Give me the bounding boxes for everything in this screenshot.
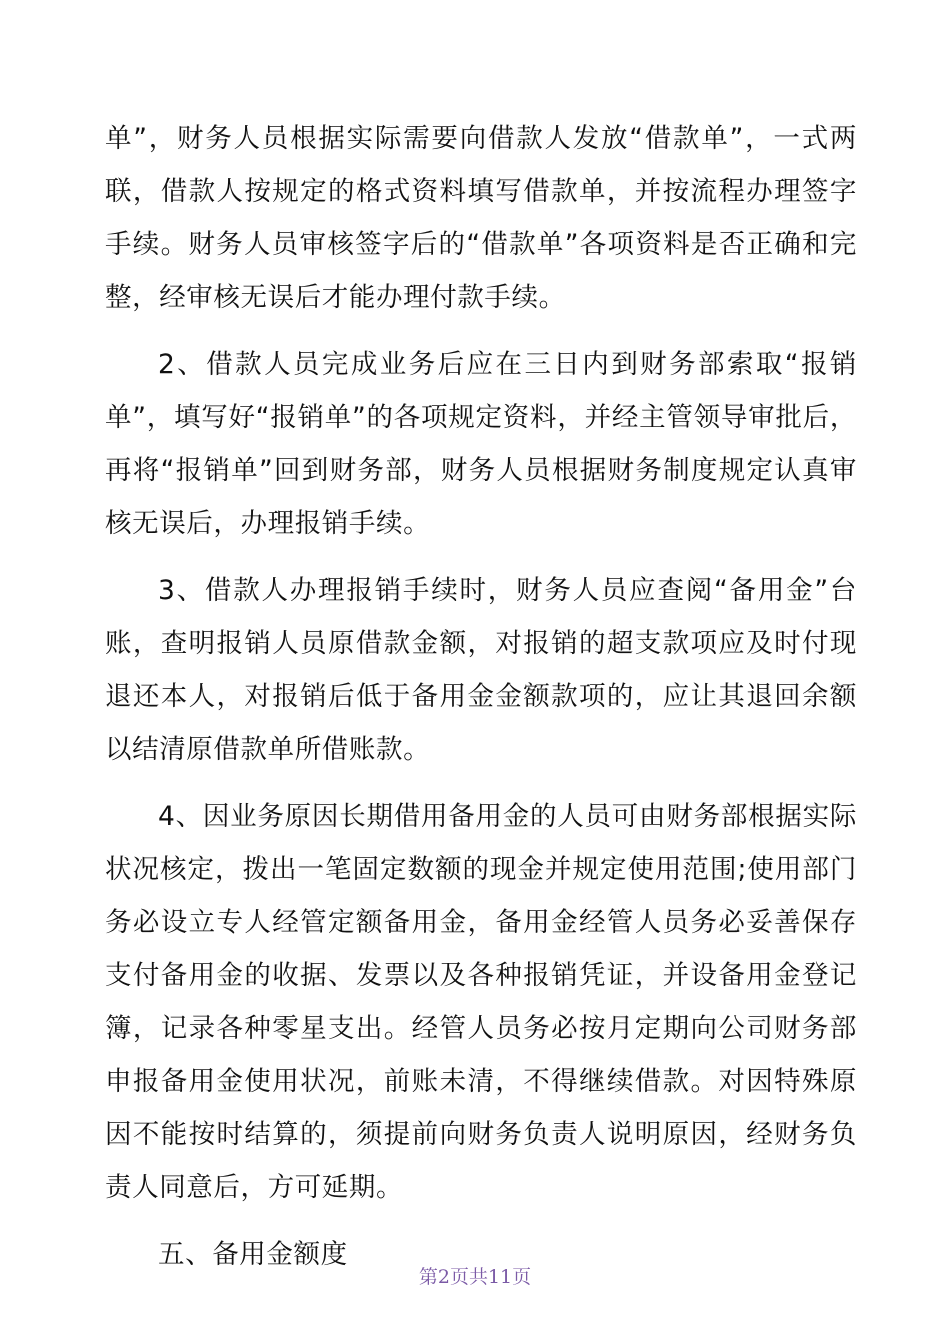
paragraph-continuation: 单”，财务人员根据实际需要向借款人发放“借款单”，一式两联，借款人按规定的格式资料填写借款单，并按流程办理签字手续。财务人员审核签字后的“借款单”各项资料是否正确和完整，经审核无误后才能办理付款手续。 — [105, 123, 857, 313]
document-body — [105, 112, 857, 1281]
section-heading: 五、备用金额度 — [158, 1239, 348, 1270]
page-number-footer: 第2页共11页 — [418, 1266, 532, 1288]
paragraph-item-2: 2、借款人员完成业务后应在三日内到财务部索取“报销单”，填写好“报销单”的各项规定资料，并经主管领导审批后，再将“报销单”回到财务部，财务人员根据财务制度规定认真审核无误后，办理报销手续。 — [105, 349, 857, 539]
paragraph-item-3: 3、借款人办理报销手续时，财务人员应查阅“备用金”台账，查明报销人员原借款金额，对报销的超支款项应及时付现退还本人，对报销后低于备用金金额款项的，应让其退回余额以结清原借款单所借账款。 — [105, 575, 857, 765]
paragraph-item-4: 4、因业务原因长期借用备用金的人员可由财务部根据实际状况核定，拨出一笔固定数额的现金并规定使用范围;使用部门务必设立专人经管定额备用金，备用金经管人员务必妥善保存支付备用金的收据、发票以及各种报销凭证，并设备用金登记簿，记录各种零星支出。经管人员务必按月定期向公司财务部申报备用金使用状况，前账未清，不得继续借款。对因特殊原因不能按时结算的，须提前向财务负责人说明原因，经财务负责人同意后，方可延期。 — [105, 801, 857, 1203]
